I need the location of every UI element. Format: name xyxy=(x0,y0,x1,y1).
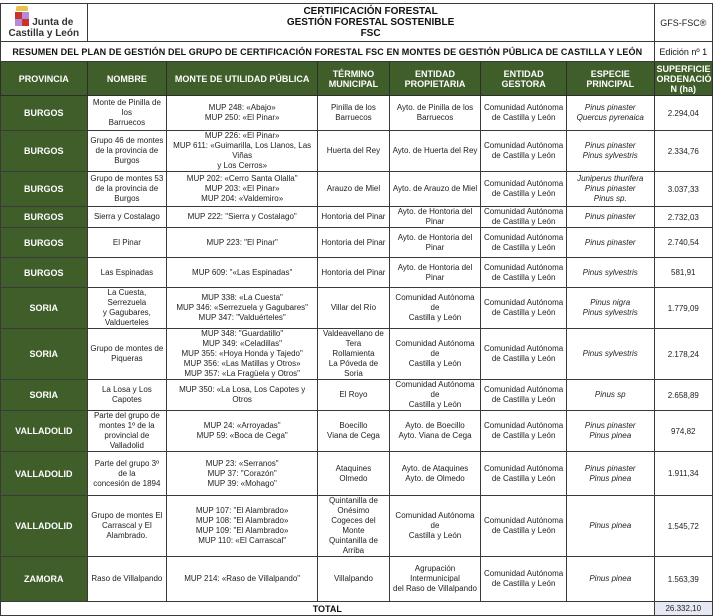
propietaria-cell xyxy=(389,496,481,557)
cell-line: Comunidad Autónoma xyxy=(484,569,564,578)
edition-label: Edición nº 1 xyxy=(654,42,712,62)
cell-line: Parte del grupo de xyxy=(93,411,160,420)
cell-line: Comunidad Autónoma xyxy=(484,141,564,150)
propietaria-cell xyxy=(389,228,481,258)
cell-line: y Gagubares, xyxy=(102,308,151,317)
cell-line: Comunidad Autónoma xyxy=(484,103,564,112)
mup-cell xyxy=(167,329,318,380)
cell-line: Comunidad Autónoma xyxy=(484,344,564,353)
nombre-cell xyxy=(87,411,167,452)
cell-line: Villar del Río xyxy=(330,303,377,312)
termino-cell xyxy=(318,329,390,380)
cell-line: La Póveda de Soria xyxy=(328,359,379,378)
cell-line: Burgos xyxy=(114,156,140,165)
mup-cell xyxy=(167,380,318,411)
cell-line: Grupo de montes 53 xyxy=(90,174,164,183)
mup-cell xyxy=(167,288,318,329)
cell-line: Pinus pinaster xyxy=(584,237,636,247)
propietaria-cell xyxy=(389,380,481,411)
cell-line: Ayto. de Hontoria del Pinar xyxy=(397,232,473,252)
cell-line: Arauzo de Miel xyxy=(326,184,381,193)
cell-line: MUP 108: "El Alambrado» xyxy=(195,516,289,525)
cell-line: MUP 248: «Abajo» xyxy=(208,103,276,112)
cell-line: Sierra y Costalago xyxy=(93,212,160,221)
cell-line: Onésimo xyxy=(337,506,370,515)
cell-line: MUP 223: "El Pinar" xyxy=(206,237,278,247)
cell-line: de Castilla y León xyxy=(491,151,556,160)
logo-text-line2: Castilla y León xyxy=(8,28,80,39)
cell-line: MUP 357: «La Fragüela y Otros" xyxy=(184,369,300,378)
cell-line: MUP 39: «Mohago" xyxy=(207,478,277,488)
gestora-cell xyxy=(481,380,567,411)
provincia-cell: VALLADOLID xyxy=(1,452,88,496)
cell-line: Quintanilla de xyxy=(328,496,378,505)
cell-line: Pinus pinaster xyxy=(584,184,636,193)
provincia-cell: BURGOS xyxy=(1,172,88,207)
mup-cell xyxy=(167,96,318,131)
summary-title: RESUMEN DEL PLAN DE GESTIÓN DEL GRUPO DE CERTIFICACIÓN FORESTAL FSC EN MONTES DE GESTIÓN PÚBLICA DE CASTILLA Y LEÓN xyxy=(1,42,655,62)
cell-line: Pinus pinaster xyxy=(584,212,636,221)
especie-cell xyxy=(566,329,654,380)
propietaria-cell xyxy=(389,172,481,207)
cell-line: de Castilla y León xyxy=(491,579,556,588)
cell-line: MUP 214: «Raso de Villalpando" xyxy=(184,574,301,583)
especie-cell xyxy=(566,131,654,172)
column-header-mup: MONTE DE UTILIDAD PÚBLICA xyxy=(167,62,318,96)
cell-line: MUP 346: «Serrezuela y Gagubares" xyxy=(176,303,308,312)
provincia-cell: SORIA xyxy=(1,288,88,329)
cell-line: Raso de Villalpando xyxy=(91,574,163,583)
propietaria-cell xyxy=(389,329,481,380)
superficie-cell: 1.779,09 xyxy=(654,288,712,329)
mup-cell xyxy=(167,131,318,172)
cell-line: MUP 23: «Serranos" xyxy=(205,458,279,468)
mup-cell xyxy=(167,452,318,496)
cell-line: Ayto. de Ataquines xyxy=(401,463,469,473)
cell-line: Pinus pinaster xyxy=(584,103,636,112)
cell-line: MUP 356: «Las Matillas y Otros» xyxy=(183,359,301,368)
cell-line: de Castilla y León xyxy=(491,308,556,317)
provincia-cell: BURGOS xyxy=(1,228,88,258)
mup-cell xyxy=(167,557,318,602)
superficie-cell: 2.658,89 xyxy=(654,380,712,411)
provincia-cell: VALLADOLID xyxy=(1,411,88,452)
superficie-cell: 2.740,54 xyxy=(654,228,712,258)
cell-line: MUP 203: «El Pinar» xyxy=(204,184,280,193)
gestora-cell xyxy=(481,96,567,131)
table-row xyxy=(1,258,713,288)
nombre-cell xyxy=(87,131,167,172)
gestora-cell xyxy=(481,131,567,172)
cell-line: de Castilla y León xyxy=(491,272,556,282)
cell-line: Ayto. de Olmedo xyxy=(405,473,465,483)
title-line: CERTIFICACIÓN FORESTAL xyxy=(303,6,438,17)
superficie-cell: 2.732,03 xyxy=(654,207,712,228)
superficie-cell: 581,91 xyxy=(654,258,712,288)
cell-line: MUP 59: «Boca de Cega" xyxy=(196,431,288,440)
cell-line: Comunidad Autónoma xyxy=(484,232,564,242)
cell-line: MUP 347: "Valduérteles" xyxy=(198,313,286,322)
cell-line: de Castilla y León xyxy=(491,395,556,404)
cell-line: El Pinar xyxy=(112,237,141,247)
cell-line: Castilla y León xyxy=(408,313,462,322)
table-row xyxy=(1,228,713,258)
superficie-cell: 1.911,34 xyxy=(654,452,712,496)
cell-line: Comunidad Autónoma de xyxy=(395,380,475,399)
nombre-cell xyxy=(87,557,167,602)
gestora-cell xyxy=(481,411,567,452)
cell-line: MUP 24: «Arroyadas" xyxy=(203,421,281,430)
cell-line: Valduerteles xyxy=(104,318,149,327)
cell-line: Comunidad Autónoma de xyxy=(395,293,475,312)
coat-of-arms-icon xyxy=(14,6,30,28)
cell-line: Parte del grupo 3º de la xyxy=(94,458,160,478)
cell-line: Ataquines xyxy=(335,463,372,473)
mup-cell xyxy=(167,258,318,288)
mup-cell xyxy=(167,207,318,228)
document-code: GFS-FSC® xyxy=(654,4,712,42)
cell-line: de Castilla y León xyxy=(491,354,556,363)
cell-line: Monte de Pinilla de los xyxy=(92,98,161,117)
provincia-cell: ZAMORA xyxy=(1,557,88,602)
cell-line: Comunidad Autónoma de xyxy=(395,511,475,530)
cell-line: de Castilla y León xyxy=(491,242,556,252)
cell-line: Pinus sp xyxy=(594,390,626,399)
cell-line: Capotes xyxy=(111,395,142,404)
cell-line: Viana de Cega xyxy=(327,431,380,440)
provincia-cell: BURGOS xyxy=(1,258,88,288)
especie-cell xyxy=(566,452,654,496)
propietaria-cell xyxy=(389,96,481,131)
logo-text-line1: Junta de xyxy=(32,17,74,28)
cell-line: Comunidad Autónoma xyxy=(484,179,564,188)
cell-line: Pinus pinea xyxy=(589,431,632,440)
title-line: FSC xyxy=(360,28,381,39)
nombre-cell xyxy=(87,172,167,207)
cell-line: Castilla y León xyxy=(408,531,462,540)
mup-cell xyxy=(167,228,318,258)
propietaria-cell xyxy=(389,411,481,452)
termino-cell xyxy=(318,96,390,131)
cell-line: Comunidad Autónoma xyxy=(484,385,564,394)
nombre-cell xyxy=(87,207,167,228)
especie-cell xyxy=(566,411,654,452)
cell-line: Pinus pinea xyxy=(589,574,632,583)
gestora-cell xyxy=(481,557,567,602)
cell-line: MUP 37: "Corazón" xyxy=(207,468,277,478)
cell-line: Alambrado. xyxy=(106,531,148,540)
cell-line: Comunidad Autónoma xyxy=(484,262,564,272)
cell-line: Ayto. de Hontoria del Pinar xyxy=(397,207,473,226)
table-row xyxy=(1,96,713,131)
termino-cell xyxy=(318,557,390,602)
nombre-cell xyxy=(87,96,167,131)
propietaria-cell xyxy=(389,258,481,288)
provincia-cell: BURGOS xyxy=(1,131,88,172)
termino-cell xyxy=(318,452,390,496)
provincia-cell: BURGOS xyxy=(1,207,88,228)
cell-line: Huerta del Rey xyxy=(326,146,381,155)
cell-line: MUP 226: «El Pinar» xyxy=(204,131,280,140)
cell-line: de Castilla y León xyxy=(491,431,556,440)
cell-line: Comunidad Autónoma xyxy=(484,207,564,216)
termino-cell xyxy=(318,496,390,557)
cell-line: Ayto. de Pinilla de los xyxy=(396,103,474,112)
column-header-nombre: NOMBRE xyxy=(87,62,167,96)
cell-line: Piqueras xyxy=(111,354,143,363)
cell-line: Pinus sylvestris xyxy=(582,349,638,358)
cell-line: El Royo xyxy=(339,390,368,399)
cell-line: Comunidad Autónoma xyxy=(484,463,564,473)
propietaria-cell xyxy=(389,288,481,329)
mup-cell xyxy=(167,496,318,557)
provincia-cell: VALLADOLID xyxy=(1,496,88,557)
column-header-superficie: SUPERFICIE ORDENACIÓ N (ha) xyxy=(654,62,712,96)
gestora-cell xyxy=(481,228,567,258)
cell-line: Comunidad Autónoma xyxy=(484,516,564,525)
propietaria-cell xyxy=(389,452,481,496)
cell-line: Burgos xyxy=(114,194,140,203)
gestora-cell xyxy=(481,258,567,288)
gestora-cell xyxy=(481,329,567,380)
cell-line: Pinilla de los xyxy=(330,103,376,112)
total-value: 26.332,10 xyxy=(654,602,712,616)
cell-line: MUP 222: "Sierra y Costalago" xyxy=(187,212,297,221)
column-header-propietaria: ENTIDAD PROPIETARIA xyxy=(389,62,481,96)
cell-line: La Cuesta, Serrezuela xyxy=(107,288,147,307)
especie-cell xyxy=(566,496,654,557)
column-header-gestora: ENTIDAD GESTORA xyxy=(481,62,567,96)
cell-line: Pinus sylvestris xyxy=(582,151,638,160)
table-row xyxy=(1,131,713,172)
cell-line: Ayto. de Arauzo de Miel xyxy=(392,184,478,193)
cell-line: Ayto. de Huerta del Rey xyxy=(392,146,478,155)
gestora-cell xyxy=(481,452,567,496)
gestora-cell xyxy=(481,496,567,557)
especie-cell xyxy=(566,172,654,207)
title-line: GESTIÓN FORESTAL SOSTENIBLE xyxy=(286,17,455,28)
especie-cell xyxy=(566,557,654,602)
cell-line: Ayto. de Boecillo xyxy=(405,421,465,430)
cell-line: de Castilla y León xyxy=(491,189,556,198)
provincia-cell: BURGOS xyxy=(1,96,88,131)
junta-logo xyxy=(3,6,85,39)
especie-cell xyxy=(566,258,654,288)
cell-line: Castilla y León xyxy=(408,359,462,368)
cell-line: Pinus nigra xyxy=(590,298,631,307)
superficie-cell: 2.294,04 xyxy=(654,96,712,131)
cell-line: Juniperus thurifera xyxy=(577,174,644,183)
cell-line: Quintanilla de Arriba xyxy=(328,536,378,555)
nombre-cell xyxy=(87,380,167,411)
cell-line: Pinus pinea xyxy=(589,473,632,483)
cell-line: Valdeavellano de xyxy=(323,329,384,338)
cell-line: de la provincia de xyxy=(95,184,159,193)
cell-line: provincial de Valladolid xyxy=(104,431,150,450)
cell-line: Pinus sylvestris xyxy=(582,308,638,317)
cell-line: Castilla y León xyxy=(408,400,462,409)
termino-cell xyxy=(318,411,390,452)
gestora-cell xyxy=(481,207,567,228)
table-row xyxy=(1,207,713,228)
nombre-cell xyxy=(87,288,167,329)
superficie-cell: 974,82 xyxy=(654,411,712,452)
mup-cell xyxy=(167,172,318,207)
cell-line: MUP 338: «La Cuesta" xyxy=(201,293,283,302)
cell-line: MUP 355: «Hoya Honda y Tajedo" xyxy=(181,349,303,358)
cell-line: Hontoria del Pinar xyxy=(321,237,386,247)
document-header-row xyxy=(1,4,713,42)
table-row xyxy=(1,380,713,411)
cell-line: Comunidad Autónoma xyxy=(484,298,564,307)
cell-line: MUP 250: «El Pinar» xyxy=(204,113,280,122)
nombre-cell xyxy=(87,258,167,288)
cell-line: Pinus pinaster xyxy=(584,141,636,150)
superficie-cell: 1.545,72 xyxy=(654,496,712,557)
cell-line: MUP 609: "«Las Espinadas" xyxy=(192,267,293,277)
summary-row xyxy=(1,42,713,62)
table-row xyxy=(1,452,713,496)
cell-line: Las Espinadas xyxy=(100,267,154,277)
cell-line: Olmedo xyxy=(339,473,368,483)
total-row xyxy=(1,602,713,616)
cell-line: Comunidad Autónoma de xyxy=(395,339,475,358)
termino-cell xyxy=(318,228,390,258)
cell-line: MUP 107: "El Alambrado» xyxy=(195,506,289,515)
table-row xyxy=(1,172,713,207)
provincia-cell: SORIA xyxy=(1,380,88,411)
table-row xyxy=(1,411,713,452)
cell-line: MUP 611: «Guimarilla, Los Llanos, Las Viñas xyxy=(173,141,312,160)
termino-cell xyxy=(318,207,390,228)
cell-line: Ayto. de Hontoria del Pinar xyxy=(397,262,473,282)
cell-line: MUP 350: «La Losa, Los Capotes y Otros xyxy=(179,385,306,404)
cell-line: MUP 110: «El Carrascal" xyxy=(198,536,287,545)
cell-line: de Castilla y León xyxy=(491,113,556,122)
cell-line: MUP 348: "Guardatillo" xyxy=(201,329,284,338)
cell-line: Hontoria del Pinar xyxy=(321,267,386,277)
management-plan-table xyxy=(0,3,713,616)
cell-line: Pinus sylvestris xyxy=(582,267,638,277)
table-row xyxy=(1,496,713,557)
cell-line: Barruecos xyxy=(108,118,146,127)
cell-line: MUP 202: «Cerro Santa Olalla" xyxy=(186,174,298,183)
cell-line: montes 1º de la xyxy=(99,421,155,430)
cell-line: Barruecos xyxy=(416,113,454,122)
column-header-termino: TÉRMINO MUNICIPAL xyxy=(318,62,390,96)
table-row xyxy=(1,329,713,380)
especie-cell xyxy=(566,380,654,411)
especie-cell xyxy=(566,228,654,258)
cell-line: Pinus sp. xyxy=(593,194,627,203)
nombre-cell xyxy=(87,228,167,258)
column-header-provincia: PROVINCIA xyxy=(1,62,88,96)
nombre-cell xyxy=(87,329,167,380)
cell-line: concesión de 1894 xyxy=(93,478,161,488)
table-row xyxy=(1,288,713,329)
termino-cell xyxy=(318,172,390,207)
cell-line: Villalpando xyxy=(333,574,373,583)
termino-cell xyxy=(318,288,390,329)
cell-line: Pinus pinaster xyxy=(584,463,636,473)
cell-line: Pinus pinaster xyxy=(584,421,636,430)
superficie-cell: 3.037,33 xyxy=(654,172,712,207)
cell-line: de la provincia de xyxy=(95,146,159,155)
cell-line: MUP 204: «Valdemiro» xyxy=(201,194,284,203)
gestora-cell xyxy=(481,172,567,207)
cell-line: Grupo de montes El xyxy=(91,511,163,520)
column-header-especie: ESPECIE PRINCIPAL xyxy=(566,62,654,96)
especie-cell xyxy=(566,207,654,228)
cell-line: de Castilla y León xyxy=(491,473,556,483)
cell-line: Comunidad Autónoma xyxy=(484,421,564,430)
propietaria-cell xyxy=(389,131,481,172)
cell-line: de Castilla y León xyxy=(491,526,556,535)
nombre-cell xyxy=(87,452,167,496)
cell-line: Agrupación Intermunicipal xyxy=(410,564,460,583)
document-title xyxy=(87,4,654,42)
mup-cell xyxy=(167,411,318,452)
cell-line: Ayto. Viana de Cega xyxy=(398,431,472,440)
cell-line: del Raso de Villalpando xyxy=(393,584,477,593)
total-label: TOTAL xyxy=(1,602,655,616)
especie-cell xyxy=(566,288,654,329)
cell-line: Rollamienta xyxy=(332,349,375,358)
cell-line: Carrascal y El xyxy=(101,521,152,530)
especie-cell xyxy=(566,96,654,131)
cell-line: MUP 109: "El Alambrado» xyxy=(195,526,289,535)
cell-line: de Castilla y León xyxy=(491,217,556,226)
cell-line: MUP 349: «Celadillas" xyxy=(202,339,282,348)
cell-line: Boecillo xyxy=(339,421,368,430)
cell-line: Hontoria del Pinar xyxy=(321,212,386,221)
column-header-row xyxy=(1,62,713,96)
termino-cell xyxy=(318,258,390,288)
table-row xyxy=(1,557,713,602)
termino-cell xyxy=(318,380,390,411)
cell-line: Quercus pyrenaica xyxy=(576,113,644,122)
logo-cell xyxy=(1,4,88,42)
cell-line: Cogeces del Monte xyxy=(331,516,376,535)
nombre-cell xyxy=(87,496,167,557)
cell-line: La Losa y Los xyxy=(101,385,152,394)
cell-line: Grupo de montes de xyxy=(90,344,164,353)
cell-line: Barruecos xyxy=(335,113,372,122)
superficie-cell: 2.334,76 xyxy=(654,131,712,172)
propietaria-cell xyxy=(389,557,481,602)
propietaria-cell xyxy=(389,207,481,228)
superficie-cell: 1.563,39 xyxy=(654,557,712,602)
superficie-cell: 2.178,24 xyxy=(654,329,712,380)
cell-line: Grupo 46 de montes xyxy=(90,136,164,145)
gestora-cell xyxy=(481,288,567,329)
cell-line: Pinus pinea xyxy=(589,521,632,530)
termino-cell xyxy=(318,131,390,172)
cell-line: y Los Cerros» xyxy=(217,161,268,170)
cell-line: Tera xyxy=(345,339,362,348)
provincia-cell: SORIA xyxy=(1,329,88,380)
